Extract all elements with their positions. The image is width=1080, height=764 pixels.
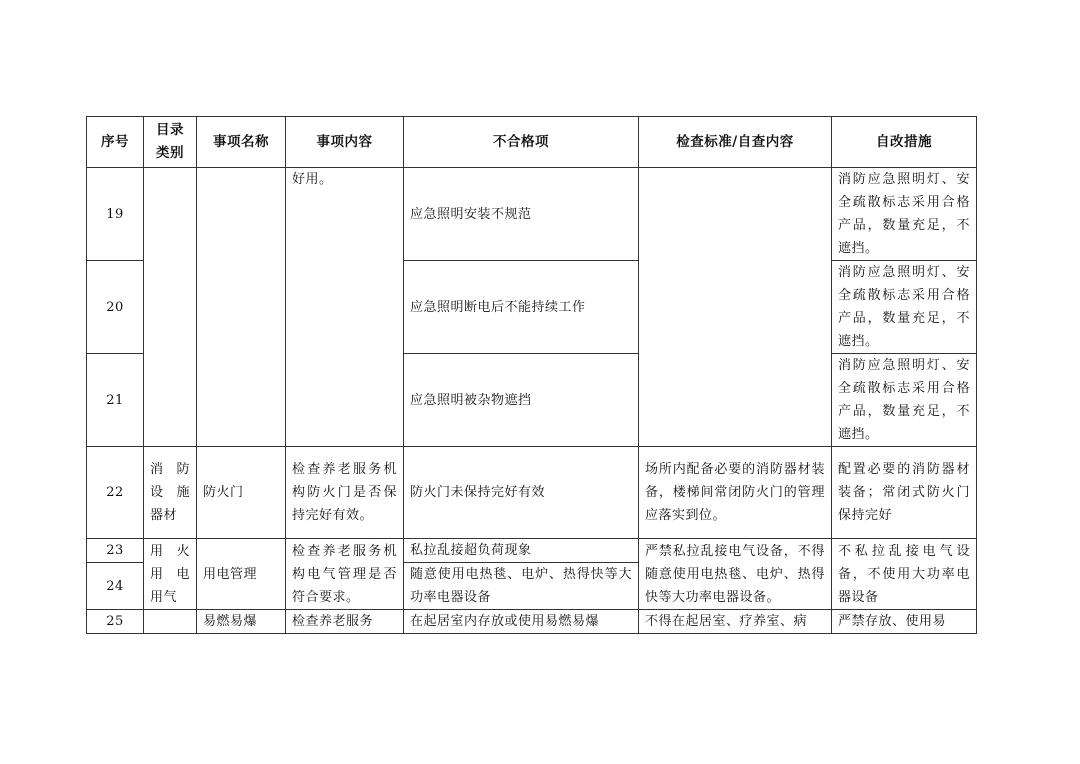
cell-nonconformity: 私拉乱接超负荷现象 <box>404 539 639 563</box>
cell-rectification: 配置必要的消防器材装备；常闭式防火门保持完好 <box>832 447 977 539</box>
cell-nonconformity: 防火门未保持完好有效 <box>404 447 639 539</box>
cell-rectification: 不私拉乱接电气设备，不使用大功率电器设备 <box>832 539 977 610</box>
cell-standard: 严禁私拉乱接电气设备，不得随意使用电热毯、电炉、热得快等大功率电器设备。 <box>639 539 832 610</box>
cell-nonconformity: 在起居室内存放或使用易燃易爆 <box>404 610 639 634</box>
cell-rectification: 严禁存放、使用易 <box>832 610 977 634</box>
cell-seq: 25 <box>87 610 144 634</box>
cell-category-empty <box>144 168 197 447</box>
cell-standard: 场所内配备必要的消防器材装备，楼梯间常闭防火门的管理应落实到位。 <box>639 447 832 539</box>
header-rectification: 自改措施 <box>832 117 977 168</box>
cell-item-name: 易燃易爆 <box>197 610 286 634</box>
cell-seq: 20 <box>87 261 144 354</box>
cell-category: 用火用电用气 <box>144 539 197 610</box>
cell-category-empty <box>144 610 197 634</box>
cell-seq: 22 <box>87 447 144 539</box>
table-row <box>87 539 977 563</box>
cell-item-name: 防火门 <box>197 447 286 539</box>
cell-rectification: 消防应急照明灯、安全疏散标志采用合格产品，数量充足，不遮挡。 <box>832 168 977 261</box>
header-item-content: 事项内容 <box>286 117 404 168</box>
cell-nonconformity: 应急照明被杂物遮挡 <box>404 354 639 447</box>
cell-item-name: 用电管理 <box>197 539 286 610</box>
cell-item-name-empty <box>197 168 286 447</box>
cell-seq: 24 <box>87 563 144 610</box>
header-category: 目录类别 <box>144 117 197 168</box>
cell-seq: 23 <box>87 539 144 563</box>
cell-standard-empty <box>639 168 832 447</box>
cell-rectification: 消防应急照明灯、安全疏散标志采用合格产品，数量充足，不遮挡。 <box>832 354 977 447</box>
cell-standard: 不得在起居室、疗养室、病 <box>639 610 832 634</box>
header-nonconformity: 不合格项 <box>404 117 639 168</box>
cell-content: 检查养老服务机构防火门是否保持完好有效。 <box>286 447 404 539</box>
table-row <box>87 447 977 539</box>
header-row <box>87 117 977 168</box>
header-standard: 检查标准/自查内容 <box>639 117 832 168</box>
cell-nonconformity: 应急照明安装不规范 <box>404 168 639 261</box>
cell-content: 检查养老服务机构电气管理是否符合要求。 <box>286 539 404 610</box>
cell-seq: 21 <box>87 354 144 447</box>
cell-nonconformity: 应急照明断电后不能持续工作 <box>404 261 639 354</box>
cell-seq: 19 <box>87 168 144 261</box>
header-seq: 序号 <box>87 117 144 168</box>
cell-content: 好用。 <box>286 168 404 447</box>
cell-category: 消防设施器材 <box>144 447 197 539</box>
table-row <box>87 168 977 261</box>
cell-rectification: 消防应急照明灯、安全疏散标志采用合格产品，数量充足，不遮挡。 <box>832 261 977 354</box>
cell-content: 检查养老服务 <box>286 610 404 634</box>
table-row <box>87 610 977 634</box>
header-item-name: 事项名称 <box>197 117 286 168</box>
inspection-table <box>86 116 977 634</box>
cell-nonconformity: 随意使用电热毯、电炉、热得快等大功率电器设备 <box>404 563 639 610</box>
